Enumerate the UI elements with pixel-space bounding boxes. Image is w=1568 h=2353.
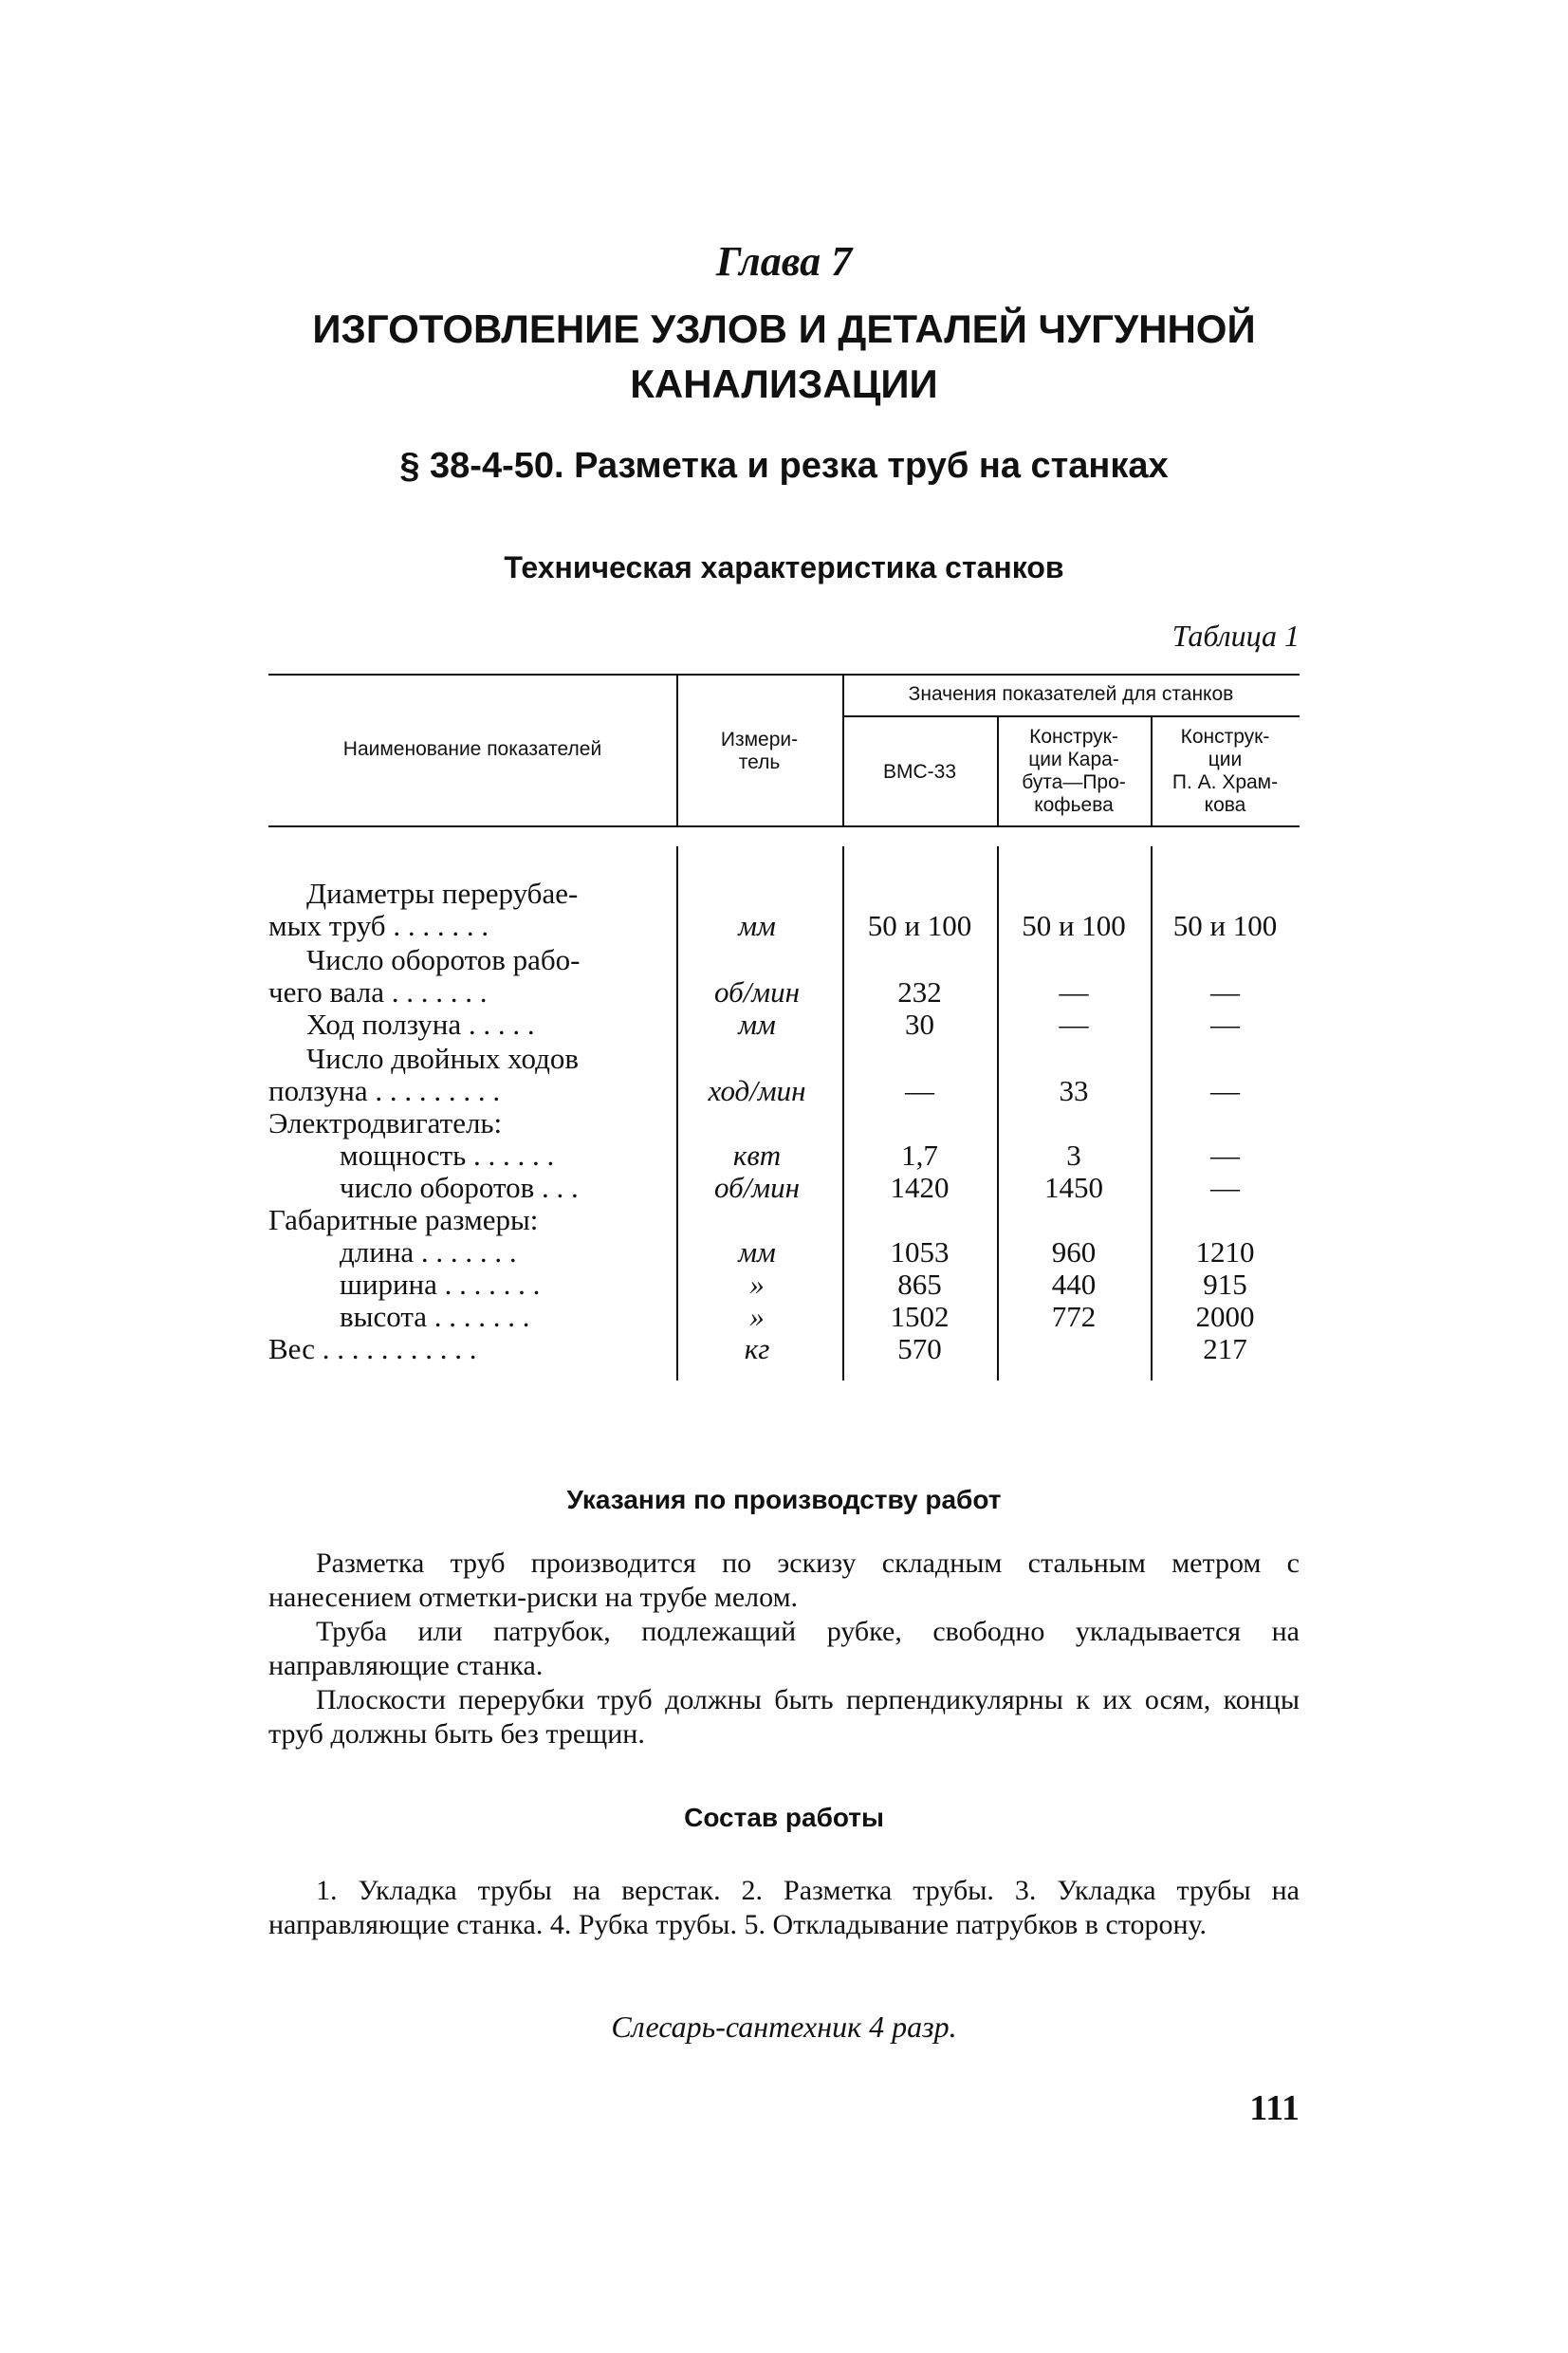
page-number: 111: [1249, 2088, 1300, 2128]
row-unit: мм: [738, 1008, 776, 1041]
section-heading: § 38-4-50. Разметка и резка труб на станках: [399, 446, 1169, 486]
header-bottom-rule: [268, 825, 1300, 827]
row-unit: »: [749, 1300, 765, 1333]
row-value-1: 232: [897, 975, 942, 1009]
row-name: мощность . . . . . .: [340, 1139, 555, 1172]
row-value-1: 1,7: [901, 1139, 938, 1172]
row-value-3: 217: [1203, 1332, 1247, 1365]
row-value-2: 960: [1051, 1235, 1097, 1269]
row-value-2: —: [1059, 975, 1089, 1009]
row-value-2: 440: [1051, 1268, 1097, 1301]
row-unit: »: [749, 1268, 765, 1301]
row-group-name: Электродвигатель:: [268, 1106, 503, 1139]
instructions-paragraph-3: Плоскости перерубки труб должны быть перпендикулярны к их осям, концы труб должны быть без трещин.: [268, 1684, 1300, 1750]
worker-grade: Слесарь-сантехник 4 разр.: [611, 2010, 957, 2044]
header-name: Наименование показателей: [342, 738, 602, 760]
row-unit: мм: [738, 909, 776, 942]
row-value-1: 30: [905, 1008, 934, 1041]
row-value-1: —: [905, 1074, 934, 1107]
row-value-3: 1210: [1195, 1235, 1255, 1269]
row-value-1: 50 и 100: [867, 909, 972, 942]
row-value-1: 865: [897, 1268, 942, 1301]
row-value-1: 1053: [890, 1235, 950, 1269]
instructions-paragraph-1: Разметка труб производится по эскизу складным стальным метром с нанесением отметки-риски на трубе мелом.: [268, 1547, 1300, 1613]
row-name: Ход ползуна . . . . .: [306, 1008, 535, 1041]
row-name: Вес . . . . . . . . . . .: [268, 1332, 477, 1365]
specs-table: [268, 674, 1300, 1380]
row-name-cont: чего вала . . . . . . .: [268, 975, 488, 1009]
row-unit: об/мин: [714, 1171, 800, 1204]
header-group: Значения показателей для станков: [908, 683, 1234, 705]
row-name: Число оборотов рабо-: [306, 943, 581, 976]
chapter-title-line-2: КАНАЛИЗАЦИИ: [630, 361, 938, 406]
row-unit: об/мин: [714, 975, 800, 1009]
row-value-2: —: [1059, 1008, 1089, 1041]
row-unit: ход/мин: [708, 1074, 806, 1107]
row-value-3: —: [1210, 1139, 1240, 1172]
header-unit: Измери- тель: [720, 729, 799, 773]
row-value-3: —: [1210, 1171, 1240, 1204]
chapter-title: [0, 302, 1568, 412]
row-value-2: 1450: [1044, 1171, 1103, 1204]
header-col-1: ВМС-33: [882, 761, 957, 783]
group-header-rule: [842, 715, 1300, 717]
composition-paragraph: 1. Укладка трубы на верстак. 2. Разметка трубы. 3. Укладка трубы на направляющие станка. 4. Рубка трубы. 5. Откладывание патрубков в сторону.: [268, 1875, 1300, 1940]
row-name-cont: ползуна . . . . . . . . .: [268, 1074, 501, 1107]
chapter-title-line-1: ИЗГОТОВЛЕНИЕ УЗЛОВ И ДЕТАЛЕЙ ЧУГУННОЙ: [312, 306, 1256, 351]
row-name-cont: мых труб . . . . . . .: [268, 909, 489, 942]
instructions-heading: Указания по производству работ: [566, 1485, 1002, 1514]
row-unit: кг: [744, 1332, 770, 1365]
row-value-3: —: [1210, 1008, 1240, 1041]
row-value-1: 1502: [890, 1300, 950, 1333]
header-col-2: Конструк- ции Кара- бута—Про- кофьева: [1022, 726, 1126, 816]
row-value-3: —: [1210, 1074, 1240, 1107]
table-caption: Техническая характеристика станков: [504, 550, 1064, 584]
row-name: ширина . . . . . . .: [340, 1268, 541, 1301]
instructions-paragraph-2: Труба или патрубок, подлежащий рубке, свободно укладывается на направляющие станка.: [268, 1616, 1300, 1681]
row-value-1: 1420: [890, 1171, 950, 1204]
row-name: длина . . . . . . .: [340, 1235, 517, 1269]
row-value-3: 50 и 100: [1172, 909, 1278, 942]
row-unit: квт: [732, 1139, 782, 1172]
row-name: число оборотов . . .: [340, 1171, 579, 1204]
row-unit: мм: [738, 1235, 776, 1269]
row-value-2: 3: [1066, 1139, 1081, 1172]
chapter-heading: Глава 7: [715, 238, 853, 285]
row-name: Диаметры перерубае-: [306, 877, 579, 910]
row-value-2: 50 и 100: [1022, 909, 1126, 942]
row-value-3: 915: [1203, 1268, 1247, 1301]
row-value-2: 772: [1051, 1300, 1097, 1333]
composition-heading: Состав работы: [684, 1803, 884, 1832]
table-top-rule: [268, 674, 1300, 676]
row-value-2: 33: [1059, 1074, 1089, 1107]
table-label: Таблица 1: [1171, 619, 1300, 653]
row-value-1: 570: [897, 1332, 942, 1365]
header-col-3: Конструк- ции П. А. Храм- кова: [1171, 726, 1279, 816]
row-value-3: 2000: [1195, 1300, 1255, 1333]
row-name: Число двойных ходов: [306, 1042, 580, 1075]
row-group-name: Габаритные размеры:: [268, 1203, 539, 1236]
row-name: высота . . . . . . .: [340, 1300, 530, 1333]
row-value-3: —: [1210, 975, 1240, 1009]
